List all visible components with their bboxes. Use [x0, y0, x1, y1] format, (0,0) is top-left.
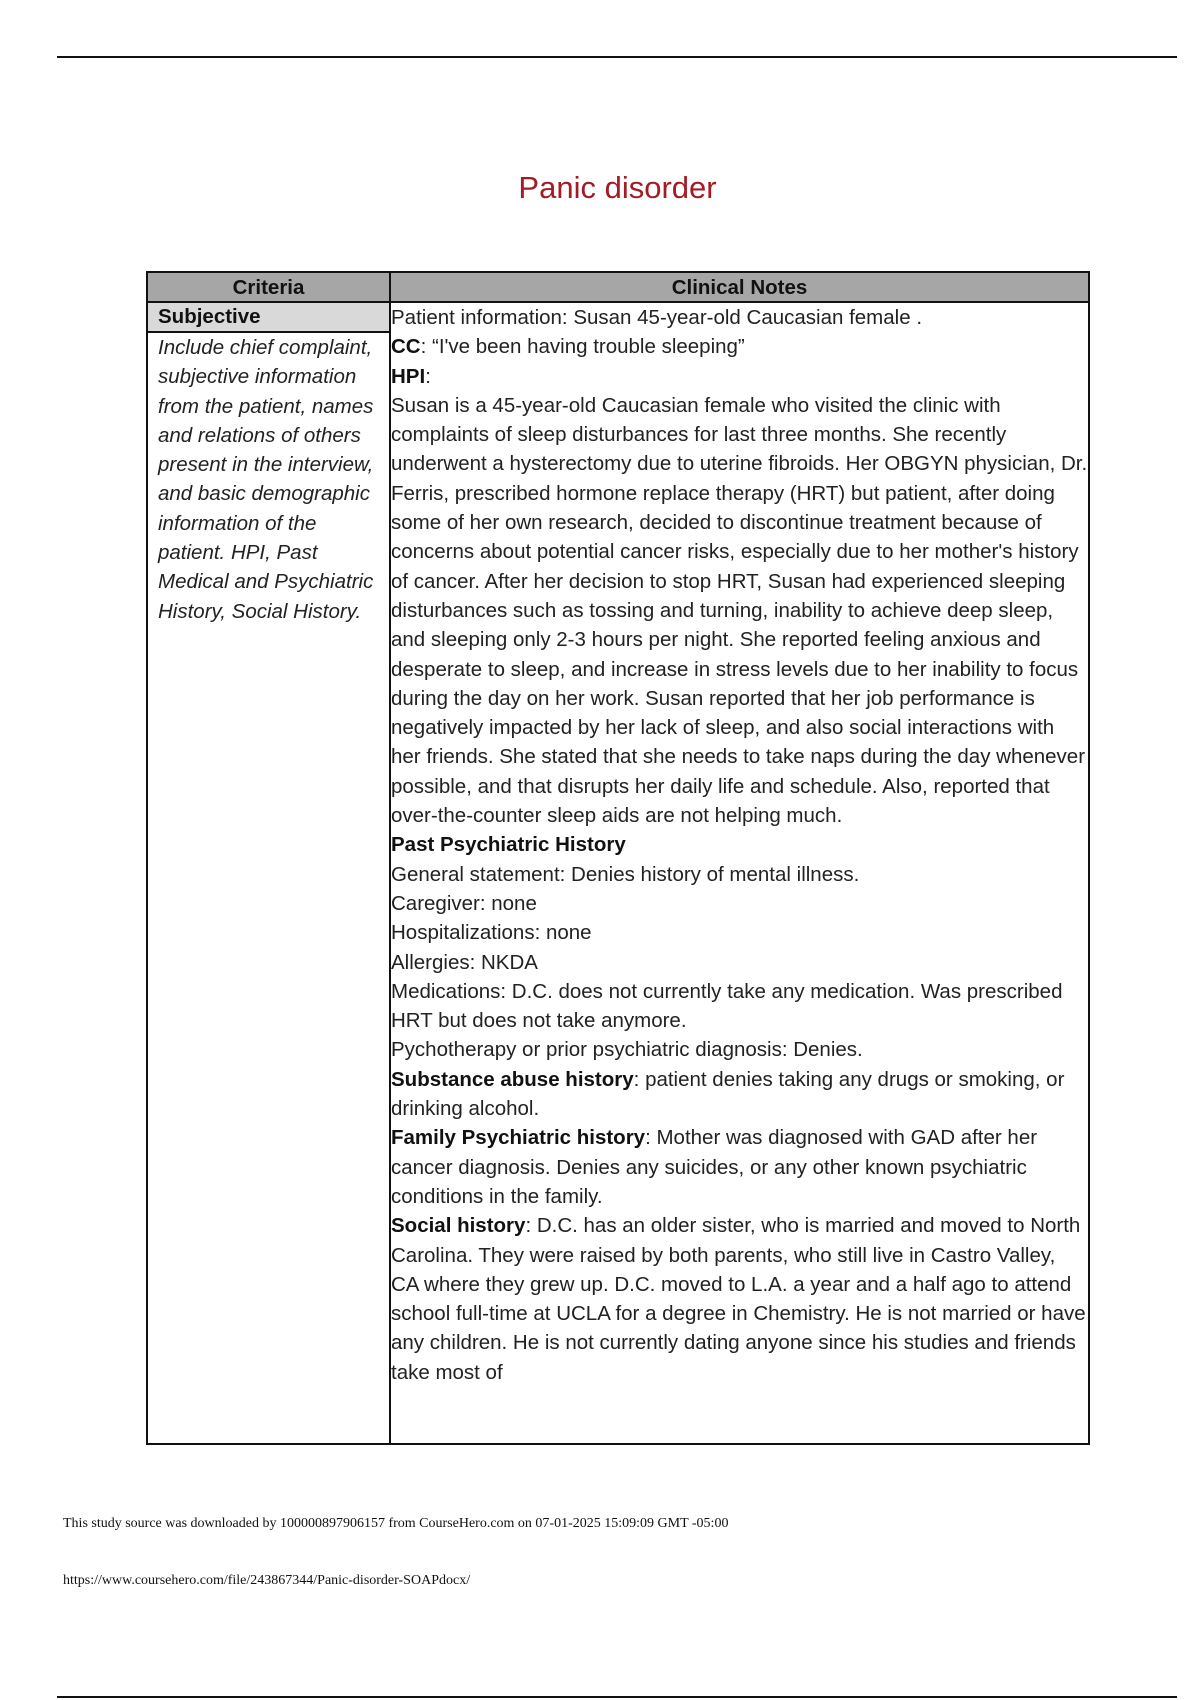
criteria-cell [147, 302, 390, 1444]
substance-label: Substance abuse history [391, 1067, 634, 1091]
cc-text: : “I've been having trouble sleeping” [420, 335, 745, 359]
table-row [147, 302, 1089, 1444]
caregiver: Caregiver: none [391, 891, 537, 915]
substance-text: : patient denies taking any drugs or smoking, or drinking alcohol. [391, 1067, 1065, 1121]
header-rule [57, 56, 1177, 58]
family-label: Family Psychiatric history [391, 1126, 646, 1150]
source-url[interactable]: https://www.coursehero.com/file/243867344/Panic-disorder-SOAPdocx/ [63, 1573, 471, 1588]
hospitalizations: Hospitalizations: none [391, 921, 592, 945]
patient-info: Patient information: Susan 45-year-old Caucasian female . [391, 306, 923, 329]
chief-complaint [391, 332, 1088, 361]
hpi-colon: : [425, 364, 431, 388]
section-description: Include chief complaint, subjective information from the patient, names and relations of others present in the interview, and basic demographic information of the patient. HPI, Past Medical and Psychiatric History, Social History. [158, 336, 374, 623]
table-header-row [147, 272, 1089, 302]
criteria-header: Criteria [147, 272, 390, 302]
hpi-heading [391, 362, 1088, 391]
hpi-label: HPI [391, 364, 426, 388]
family-text: : Mother was diagnosed with GAD after her cancer diagnosis. Denies any suicides, or any other known psychiatric conditions in the family. [391, 1126, 1038, 1208]
psych-history-heading: Past Psychiatric History [391, 833, 626, 857]
footer-rule [57, 1696, 1177, 1698]
soap-table [146, 271, 1090, 1445]
cc-label: CC [391, 335, 421, 359]
social-label: Social history [391, 1214, 526, 1238]
download-notice: This study source was downloaded by 100000897906157 from CourseHero.com on 07-01-2025 15:09:09 GMT -05:00 [63, 1516, 729, 1531]
document-title: Panic disorder [518, 170, 717, 205]
general-statement: General statement: Denies history of mental illness. [391, 862, 860, 886]
allergies: Allergies: NKDA [391, 950, 538, 974]
social-text: : D.C. has an older sister, who is married and moved to North Carolina. They were raised by both parents, who still live in Castro Valley, CA where they grew up. D.C. moved to L.A. a year and a half ago to attend school full-time at UCLA for a degree in Chemistry. He is not married or have any children. He is not currently dating anyone since his studies and friends take most of [391, 1214, 1086, 1384]
family-history [391, 1123, 1088, 1211]
substance-history [391, 1065, 1088, 1124]
medications: Medications: D.C. does not currently take any medication. Was prescribed HRT but does not take anymore. [391, 979, 1063, 1033]
social-history [391, 1211, 1088, 1387]
hpi-text: Susan is a 45-year-old Caucasian female who visited the clinic with complaints of sleep disturbances for last three months. She recently underwent a hysterectomy due to uterine fibroids. Her OBGYN physician, Dr. Ferris, prescribed hormone replace therapy (HRT) but patient, after doing some of her own research, decided to discontinue treatment because of concerns about potential cancer risks, especially due to her mother's history of cancer. After her decision to stop HRT, Susan had experienced sleeping disturbances such as tossing and turning, inability to achieve deep sleep, and sleeping only 2-3 hours per night. She reported feeling anxious and desperate to sleep, and increase in stress levels due to her inability to focus during the day on her work. Susan reported that her job performance is negatively impacted by her lack of sleep, and also social interactions with her friends. She stated that she needs to take naps during the day whenever possible, and that disrupts her daily life and schedule. Also, reported that over-the-counter sleep aids are not helping much. [391, 393, 1088, 828]
clinical-notes-cell [390, 302, 1089, 1444]
clinical-notes-header: Clinical Notes [390, 272, 1089, 302]
psychotherapy: Pychotherapy or prior psychiatric diagnosis: Denies. [391, 1038, 863, 1062]
section-label: Subjective [148, 303, 389, 333]
